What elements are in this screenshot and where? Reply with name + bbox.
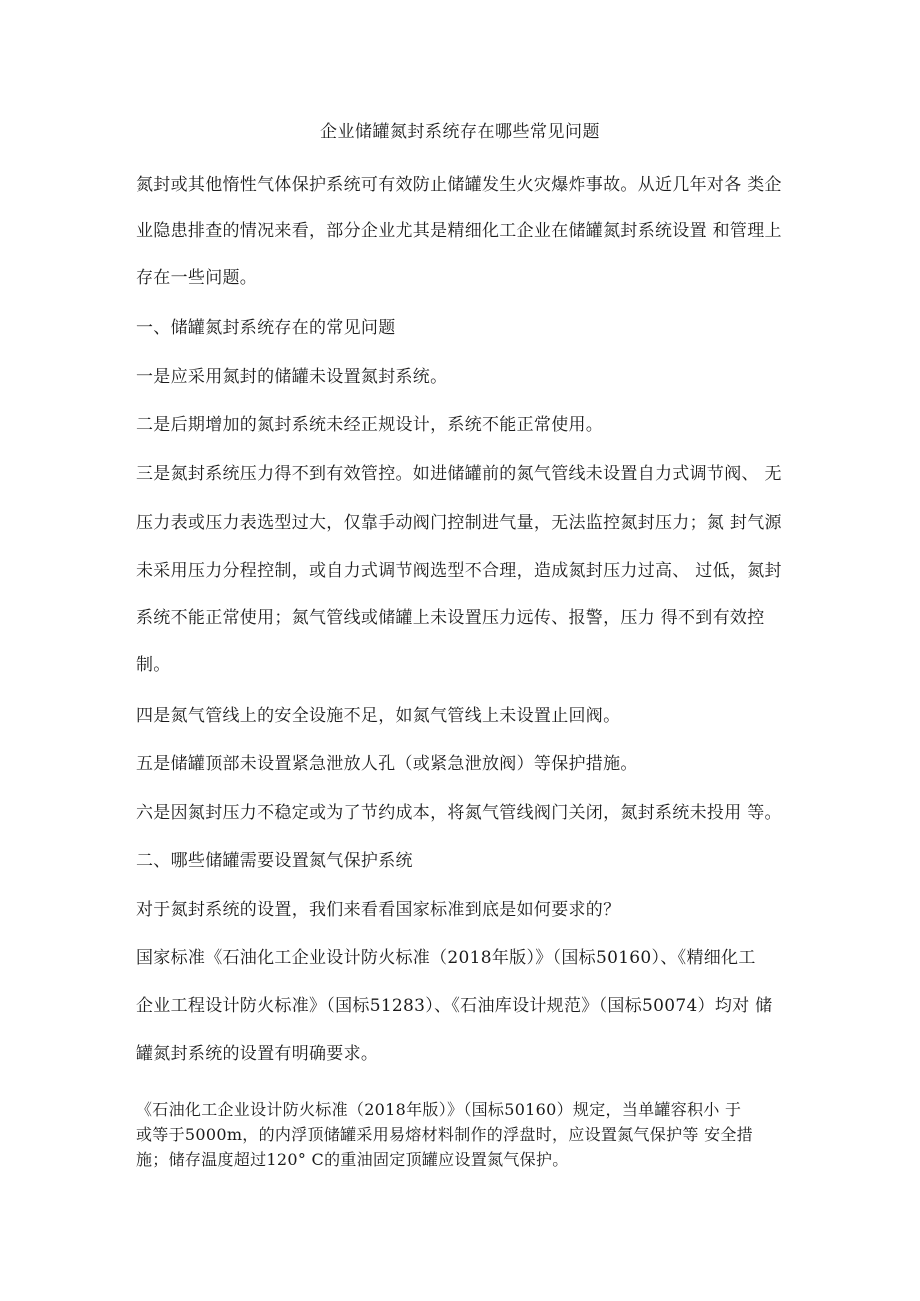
paragraph-line: 或等于5000m，的内浮顶储罐采用易熔材料制作的浮盘时，应设置氮气保护等 安全措 — [136, 1125, 753, 1144]
paragraph-line: 压力表或压力表选型过大，仅靠手动阀门控制进气量，无法监控氮封压力；氮 封气源 — [136, 513, 782, 533]
document-title: 企业储罐氮封系统存在哪些常见问题 — [320, 122, 600, 142]
paragraph-line: 业隐患排查的情况来看，部分企业尤其是精细化工企业在储罐氮封系统设置 和管理上 — [136, 221, 782, 241]
paragraph-line: 一是应采用氮封的储罐未设置氮封系统。 — [136, 367, 448, 387]
paragraph-line: 存在一些问题。 — [136, 268, 258, 288]
paragraph-line: 企业工程设计防火标准》（国标51283）、《石油库设计规范》（国标50074）均对 储 — [136, 996, 773, 1016]
paragraph-line: 六是因氮封压力不稳定或为了节约成本，将氮气管线阀门关闭，氮封系统未投用 等。 — [136, 803, 782, 823]
paragraph-line: 对于氮封系统的设置，我们来看看国家标准到底是如何要求的？ — [136, 900, 621, 920]
paragraph-line: 氮封或其他惰性气体保护系统可有效防止储罐发生火灾爆炸事故。从近几年对各 类企 — [136, 175, 782, 195]
section-heading-2: 二、哪些储罐需要设置氮气保护系统 — [136, 851, 413, 871]
paragraph-line: 二是后期增加的氮封系统未经正规设计，系统不能正常使用。 — [136, 415, 604, 435]
paragraph-line: 系统不能正常使用；氮气管线或储罐上未设置压力远传、报警，压力 得不到有效控 — [136, 608, 765, 628]
paragraph-line: 三是氮封系统压力得不到有效管控。如进储罐前的氮气管线未设置自力式调节阀、 无 — [136, 464, 782, 484]
paragraph-line: 罐氮封系统的设置有明确要求。 — [136, 1044, 379, 1064]
paragraph-line: 制。 — [136, 655, 171, 675]
paragraph-line: 《石油化工企业设计防火标准（2018年版）》（国标50160）规定，当单罐容积小 于 — [136, 1100, 742, 1119]
paragraph-line: 施；储存温度超过120° C的重油固定顶罐应设置氮气保护。 — [136, 1150, 569, 1169]
section-heading-1: 一、储罐氮封系统存在的常见问题 — [136, 318, 396, 338]
paragraph-line: 五是储罐顶部未设置紧急泄放人孔（或紧急泄放阀）等保护措施。 — [136, 754, 638, 774]
paragraph-line: 国家标准《石油化工企业设计防火标准（2018年版）》（国标50160）、《精细化工 — [136, 948, 756, 968]
paragraph-line: 未采用压力分程控制，或自力式调节阀选型不合理，造成氮封压力过高、 过低，氮封 — [136, 561, 782, 581]
paragraph-line: 四是氮气管线上的安全设施不足，如氮气管线上未设置止回阀。 — [136, 706, 621, 726]
